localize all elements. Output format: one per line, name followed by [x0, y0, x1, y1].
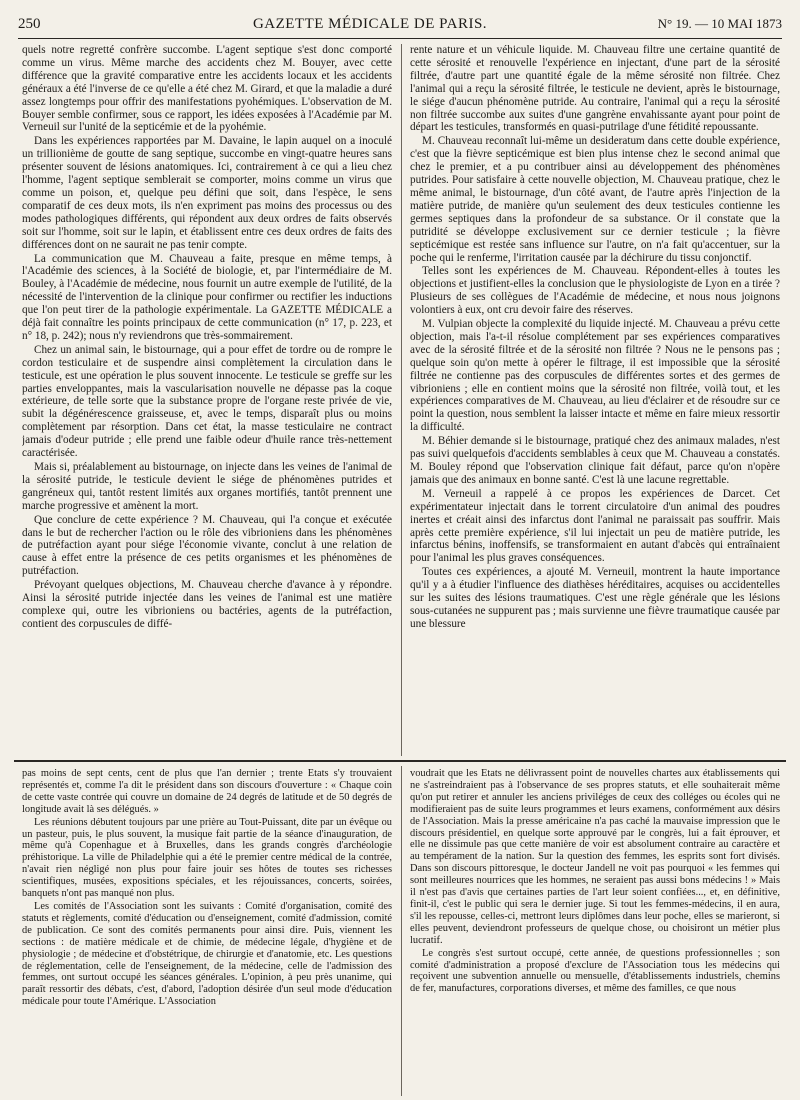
- column-divider-bottom: [401, 766, 402, 1096]
- paragraph: M. Béhier demande si le bistournage, pratiqué chez des animaux malades, n'est pas suivi quelquefois d'accidents semblables à ceux que M. Chauveau a constatés. M. Bouley répond que l'observation clinique fait défaut, parce qu'on n'opère jamais que des animaux en bonne santé. C'est là une lacune regrettable.: [410, 435, 780, 486]
- journal-title: GAZETTE MÉDICALE DE PARIS.: [252, 15, 488, 32]
- paragraph: Dans les expériences rapportées par M. Davaine, le lapin auquel on a inoculé un trillionième de goutte de sang septique, succombe en vingt-quatre heures sans présenter souvent de lésions anatomiques. Ici, contrairement à ce qui a lieu chez l'homme, l'agent septique semblerait se comporter, moins comme un virus que comme un poison, et, quelque peu défini que soit, dans l'espèce, le sens comparatif de ces deux mots, ils n'en expriment pas moins des processus ou des modes pathologiques différents, qui répondent aux deux ordres de faits observés soit sur l'homme, soit sur le lapin, et établissent entre ces deux ordres de faits des différences dont on ne saurait ne pas tenir compte.: [22, 135, 392, 251]
- paragraph: rente nature et un véhicule liquide. M. Chauveau filtre une certaine quantité de cette sérosité et renouvelle l'expérience en injectant, d'une part de la sérosité filtrée, d'autre part une quantité égale de la même sérosité non filtrée. Chez l'animal qui a reçu la sérosité filtrée, le testicule ne devient, après le bistournage, le siége d'aucun phénomène putride. Au contraire, l'animal qui a reçu la sérosité non filtrée succombe aux suites d'une gangrène envahissante ayant pour point de départ les testicules, transformés en quasi-putrilage d'une fétidité repoussante.: [410, 44, 780, 134]
- article-column-top-right: [410, 44, 780, 756]
- paragraph: M. Vulpian objecte la complexité du liquide injecté. M. Chauveau a prévu cette objection, mais l'a-t-il résolue complétement par ses expériences comparatives avec de la sérosité filtrée et de la sérosité non filtrée ? Nous ne le pensons pas ; quelque soin qu'on mette à opérer le filtrage, il est impossible que la sérosité filtrée ne contienne pas des corpuscules de différentes sortes et des germes de vibrioniens ; elle en contient moins que la sérosité non filtrée, voilà tout, et les expériences comparatives de M. Chauveau, au lieu d'éclairer et de résoudre sur ce point la question, nous semblent la laisser intacte et même en faire mieux ressortir la difficulté.: [410, 318, 780, 434]
- paragraph: voudrait que les Etats ne délivrassent point de nouvelles chartes aux établissements qui ne s'astreindraient pas à l'observance de ses propres statuts, et elle souhaiterait même qu'on put retirer et annuler les anciens priviléges de ceux des colléges ou écoles qui ne modifieraient pas de suite leurs programmes et leurs examens, conformément aux désirs de l'Association. Mais la presse américaine n'a pas caché la mauvaise impression que le discours présidentiel, en quelque sorte approuvé par le congrès, lui a fait éprouver, et elle ne dissimule pas que cette manière de voir est absolument contraire au caractère et au tempérament de la nation. Sur la question des femmes, les esprits sont fort divisés. Dans son discours pittoresque, le docteur Jandell ne voit pas pourquoi « les femmes qui sont meilleures nourrices que les hommes, ne seraient pas aussi bons médecins ! » Mais il n'est pas d'avis que certaines parties de l'art leur soient confiées..., et, en définitive, finit-il, c'est le public qui sera le dernier juge. Si tout les femmes-médecins, il en aura, s'il les repousse, celles-ci, mettront leurs diplômes dans leur poche, elles se marieront, si elles peuvent, deviendront professeurs de quelque chose, ou choisiront un métier plus lucratif.: [410, 768, 780, 946]
- paragraph: Telles sont les expériences de M. Chauveau. Répondent-elles à toutes les objections et justifient-elles la conclusion que le physiologiste de Lyon en a tirée ? Plusieurs de ses collègues de l'Académie de médecine, et nous nous joignons volontiers à eux, ont cru devoir faire des réserves.: [410, 265, 780, 317]
- paragraph: Chez un animal sain, le bistournage, qui a pour effet de tordre ou de rompre le cordon testiculaire et de suspendre ainsi complètement la circulation dans le testicule, est une opération le plus souvent innocente. Le testicule se greffe sur les parties enveloppantes, mais la vascularisation nouvelle ne dépasse pas la coque extérieure, de telle sorte que la substance propre de l'organe reste privée de vie, subit la dégénérescence graisseuse, et, avec le temps, disparaît plus ou moins complètement par résorption. Dans cet état, la masse testiculaire ne contract jamais d'odeur putride ; elle prend une faible odeur d'huile rance très-nettement caractérisée.: [22, 343, 392, 460]
- paragraph: Prévoyant quelques objections, M. Chauveau cherche d'avance à y répondre. Ainsi la sérosité putride injectée dans les veines de l'animal est une matière complexe qui, outre les vibrioniens ou bactéries, agents de la putréfaction, contient des corpuscules de diffé-: [22, 579, 392, 630]
- paragraph: M. Chauveau reconnaît lui-même un desideratum dans cette double expérience, c'est que la fièvre septicémique est bien plus intense chez le second animal que chez le premier, et a pu contribuer ainsi au développement des phénomènes putrides. Pour satisfaire à cette nouvelle objection, M. Chauveau pratique, chez le même animal, le bistournage, d'un côté avant, de l'autre après l'injection de la matière putride, de manière qu'un seulement des deux testicules contienne les germes septiques dans la profondeur de sa substance. Or il constate que la putridité se développe exclusivement sur ce dernier testicule ; la fièvre septicémique est restée sans influence sur l'autre, on n'a fait qu'accentuer, sur la poche qui le renferme, l'irritation causée par la déchirure du tissu conjonctif.: [410, 135, 780, 264]
- page-header: [18, 10, 782, 39]
- feuilleton-column-bottom-right: [410, 768, 780, 1096]
- paragraph: La communication que M. Chauveau a faite, presque en même temps, à l'Académie des sciences, à la Société de biologie, et, par l'intermédiaire de M. Bouley, à l'Académie de médecine, nous fournit un autre exemple de l'utilité, de la nécessité de l'intervention de la clinique pour confirmer ou rectifier les inductions que l'on peut tirer de la pathologie expérimentale. La GAZETTE MÉDICALE a déjà fait connaître les points principaux de cette communication (n° 17, p. 223, et n° 18, p. 242); nous n'y reviendrons que très-sommairement.: [22, 252, 392, 342]
- paragraph: Les comités de l'Association sont les suivants : Comité d'organisation, comité des statuts et règlements, comité d'éducation ou d'enseignement, comité d'admission, comité de publication. Ce sont des comités permanents pour ainsi dire. Puis, viennent les sections : de matière médicale et de chimie, de médecine légale, d'hygiène et de physiologie ; de médecine et d'obstétrique, de chirurgie et d'anatomie, etc. Les questions de réglementation, celle de l'enseignement, de la médecine, celle de l'admission des femmes, ont surtout occupé les séances générales. L'opinion, à peu près unanime, qui paraît ressortir des débats, c'est, d'abord, l'adoption désirée d'un seul mode d'éducation médicale pour toute l'Amérique. L'Association: [22, 900, 392, 1008]
- paragraph: Mais si, préalablement au bistournage, on injecte dans les veines de l'animal de la sérosité putride, le testicule devient le siége de phénomènes putrides et gangréneux qui, tantôt restent limités aux organes mortifiés, tantôt prennent une marche progressive et amènent la mort.: [22, 461, 392, 512]
- paragraph: Les réunions débutent toujours par une prière au Tout-Puissant, dite par un évêque ou un pasteur, puis, le plus souvent, la musique fait partie de la séance d'inauguration, de même qu'à Copenhague et à Bruxelles, dans les grands congrès d'archéologie préhistorique. La ville de Philadelphie qui a été le premier centre médical de la contrée, n'avait rien négligé non plus pour faire jouir ses hôtes de toutes ses richesses scientifiques, musées, expositions spéciales, et les réjouissances, concerts, soirées, banquets n'ont pas manqué non plus.: [22, 816, 392, 900]
- article-column-top-left: [22, 44, 392, 756]
- section-divider: [14, 760, 786, 762]
- column-divider-top: [401, 44, 402, 756]
- paragraph: Le congrès s'est surtout occupé, cette année, de questions professionnelles ; son comité d'administration a proposé d'exclure de l'Association tous les médecins qui reçoivent une subvention annuelle ou mensuelle, d'établissements industriels, chemins de fer, manufactures, corporations diverses, et même des familles, ce que nous: [410, 947, 780, 995]
- paragraph: M. Verneuil a rappelé à ce propos les expériences de Darcet. Cet expérimentateur injectait dans le torrent circulatoire d'un animal des poudres inertes et créait ainsi des infarctus dont l'animal ne paraissait pas souffrir. Mais après cette première expérience, s'il lui injectait un peu de matière putride, les infarctus bénins, inoffensifs, se transformaient en autant d'abcès qui entraînaient pour l'animal les plus graves conséquences.: [410, 487, 780, 565]
- paragraph: Que conclure de cette expérience ? M. Chauveau, qui l'a conçue et exécutée dans le but de rechercher l'action ou le rôle des vibrioniens dans les phénomènes de putréfaction ayant pour siége l'économie vivante, conclut à une relation de cause à effet entre la présence de ces petits organismes et les phénomènes de putréfaction.: [22, 513, 392, 578]
- feuilleton-column-bottom-left: [22, 768, 392, 1096]
- paragraph: Toutes ces expériences, a ajouté M. Verneuil, montrent la haute importance qu'il y a à étudier l'influence des diathèses héréditaires, acquises ou accidentelles sur les suites des lésions traumatiques. C'est une règle générale que les lésions sous-cutanées ne suppurent pas ; mais survienne une fièvre traumatique causée par une blessure: [410, 566, 780, 630]
- paragraph: quels notre regretté confrère succombe. L'agent septique s'est donc comporté comme un virus. Même marche des accidents chez M. Bouyer, avec cette différence que la gravité comparative entre les accidents locaux et les accidents généraux a été l'inverse de ce qu'elle a été chez M. Girard, et que la maladie a duré assez longtemps pour offrir des manifestations pyohémiques. L'observation de M. Bouyer semble confirmer, sous ce rapport, les idées exposées à l'Académie par M. Verneuil sur l'unité de la septicémie et de la pyohémie.: [22, 44, 392, 134]
- paragraph: pas moins de sept cents, cent de plus que l'an dernier ; trente Etats s'y trouvaient représentés et, comme l'a dit le président dans son discours d'ouverture : « Chaque coin de cette vaste contrée qui couvre un domaine de 24 degrés de latitude et de 50 degrés de longitude avait là ses délégués. »: [22, 768, 392, 815]
- issue-date: N° 19. — 10 MAI 1873: [657, 16, 782, 31]
- page-number: 250: [18, 15, 41, 32]
